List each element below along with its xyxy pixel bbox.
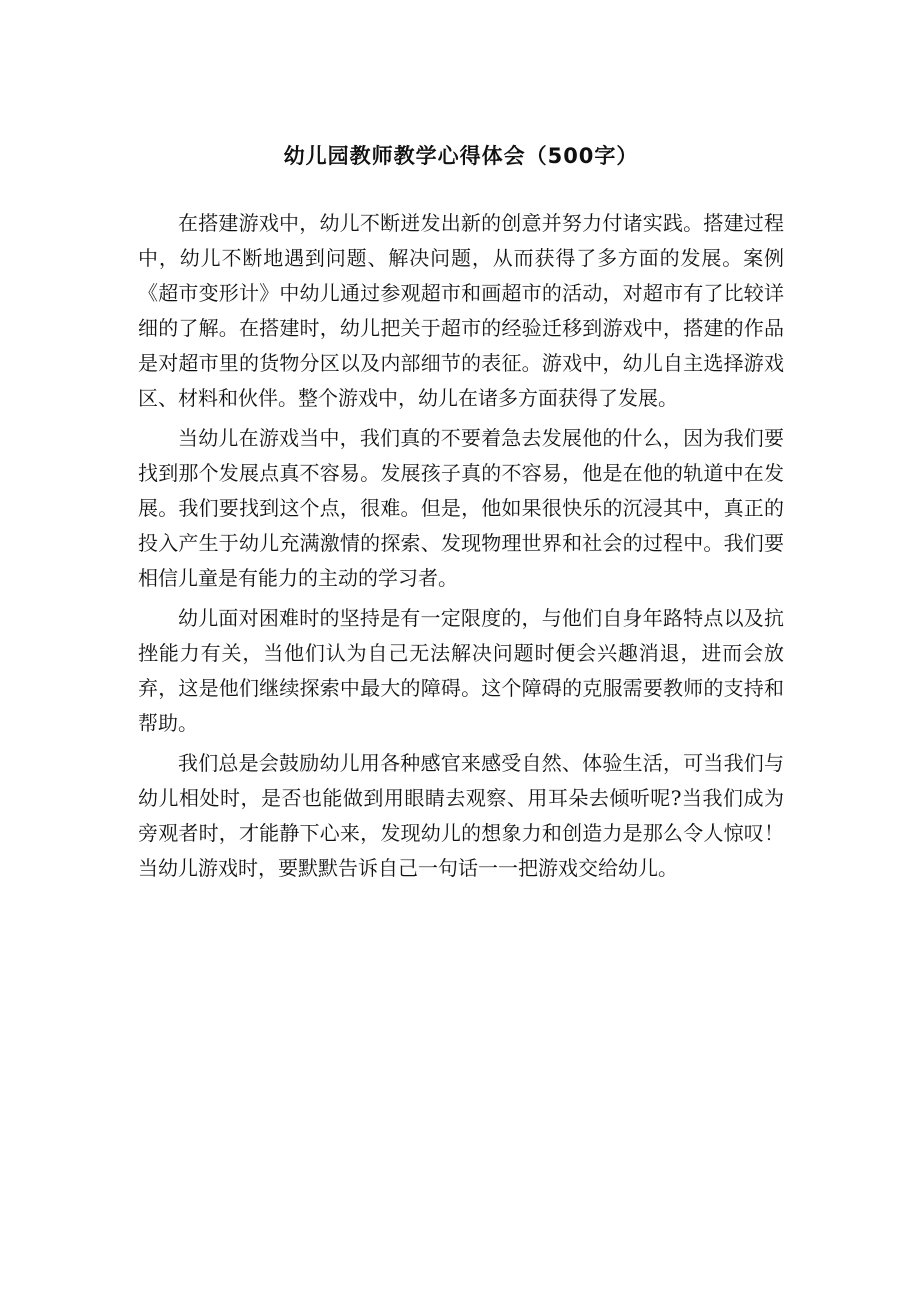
paragraph-1: 在搭建游戏中，幼儿不断迸发出新的创意并努力付诸实践。搭建过程中，幼儿不断地遇到问题、解决问题，从而获得了多方面的发展。案例《超市变形计》中幼儿通过参观超市和画超市的活动，对超市有了比较详细的了解。在搭建时，幼儿把关于超市的经验迁移到游戏中，搭建的作品是对超市里的货物分区以及内部细节的表征。游戏中，幼儿自主选择游戏区、材料和伙伴。整个游戏中，幼儿在诸多方面获得了发展。	[138, 211, 784, 410]
paragraph-2: 当幼儿在游戏当中，我们真的不要着急去发展他的什么，因为我们要找到那个发展点真不容易。发展孩子真的不容易，他是在他的轨道中在发展。我们要找到这个点，很难。但是，他如果很快乐的沉浸其中，真正的投入产生于幼儿充满激情的探索、发现物理世界和社会的过程中。我们要相信儿童是有能力的主动的学习者。	[138, 426, 784, 590]
paragraph-4: 我们总是会鼓励幼儿用各种感官来感受自然、体验生活，可当我们与幼儿相处时，是否也能做到用眼睛去观察、用耳朵去倾听呢?当我们成为旁观者时，才能静下心来，发现幼儿的想象力和创造力是那么令人惊叹！当幼儿游戏时，要默默告诉自己一句话一一把游戏交给幼儿。	[138, 751, 784, 880]
paragraph-3: 幼儿面对困难时的坚持是有一定限度的，与他们自身年路特点以及抗挫能力有关，当他们认为自己无法解决问题时便会兴趣消退，进而会放弃，这是他们继续探索中最大的障碍。这个障碍的克服需要教师的支持和帮助。	[138, 606, 784, 735]
document-title: 幼儿园教师教学心得体会（500字）	[283, 144, 639, 168]
document-page	[138, 140, 784, 891]
